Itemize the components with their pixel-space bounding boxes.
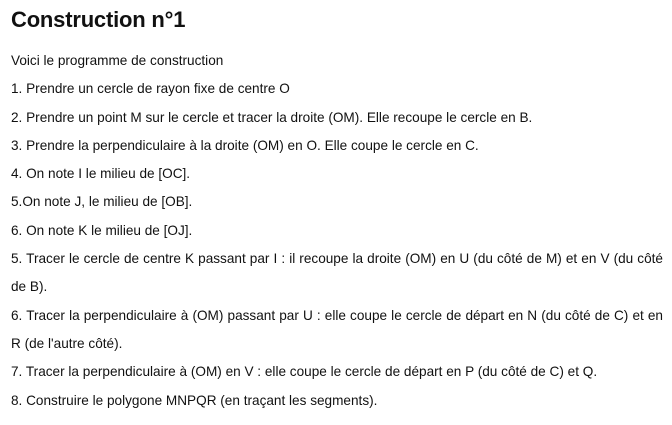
step-2: 2. Prendre un point M sur le cercle et tracer la droite (OM). Elle recoupe le cercle en B. xyxy=(11,109,533,125)
step-7: 5. Tracer le cercle de centre K passant par I : il recoupe la droite (OM) en U (du côté de M) et en V (du côté de B). xyxy=(11,251,663,295)
step-10: 8. Construire le polygone MNPQR (en traçant les segments). xyxy=(11,392,378,408)
step-8: 6. Tracer la perpendiculaire à (OM) passant par U : elle coupe le cercle de départ en N (du côté de C) et en R (de l'autre côté). xyxy=(11,307,663,351)
step-1: 1. Prendre un cercle de rayon fixe de centre O xyxy=(11,81,290,97)
intro-text: Voici le programme de construction xyxy=(11,53,224,68)
step-3: 3. Prendre la perpendiculaire à la droite (OM) en O. Elle coupe le cercle en C. xyxy=(11,137,479,153)
step-9: 7. Tracer la perpendiculaire à (OM) en V : elle coupe le cercle de départ en P (du côté de C) et Q. xyxy=(11,364,598,380)
step-5: 5.On note J, le milieu de [OB]. xyxy=(11,194,193,210)
document-page xyxy=(11,7,663,415)
step-4: 4. On note I le milieu de [OC]. xyxy=(11,166,191,182)
document-title: Construction n°1 xyxy=(11,7,186,32)
step-6: 6. On note K le milieu de [OJ]. xyxy=(11,222,193,238)
